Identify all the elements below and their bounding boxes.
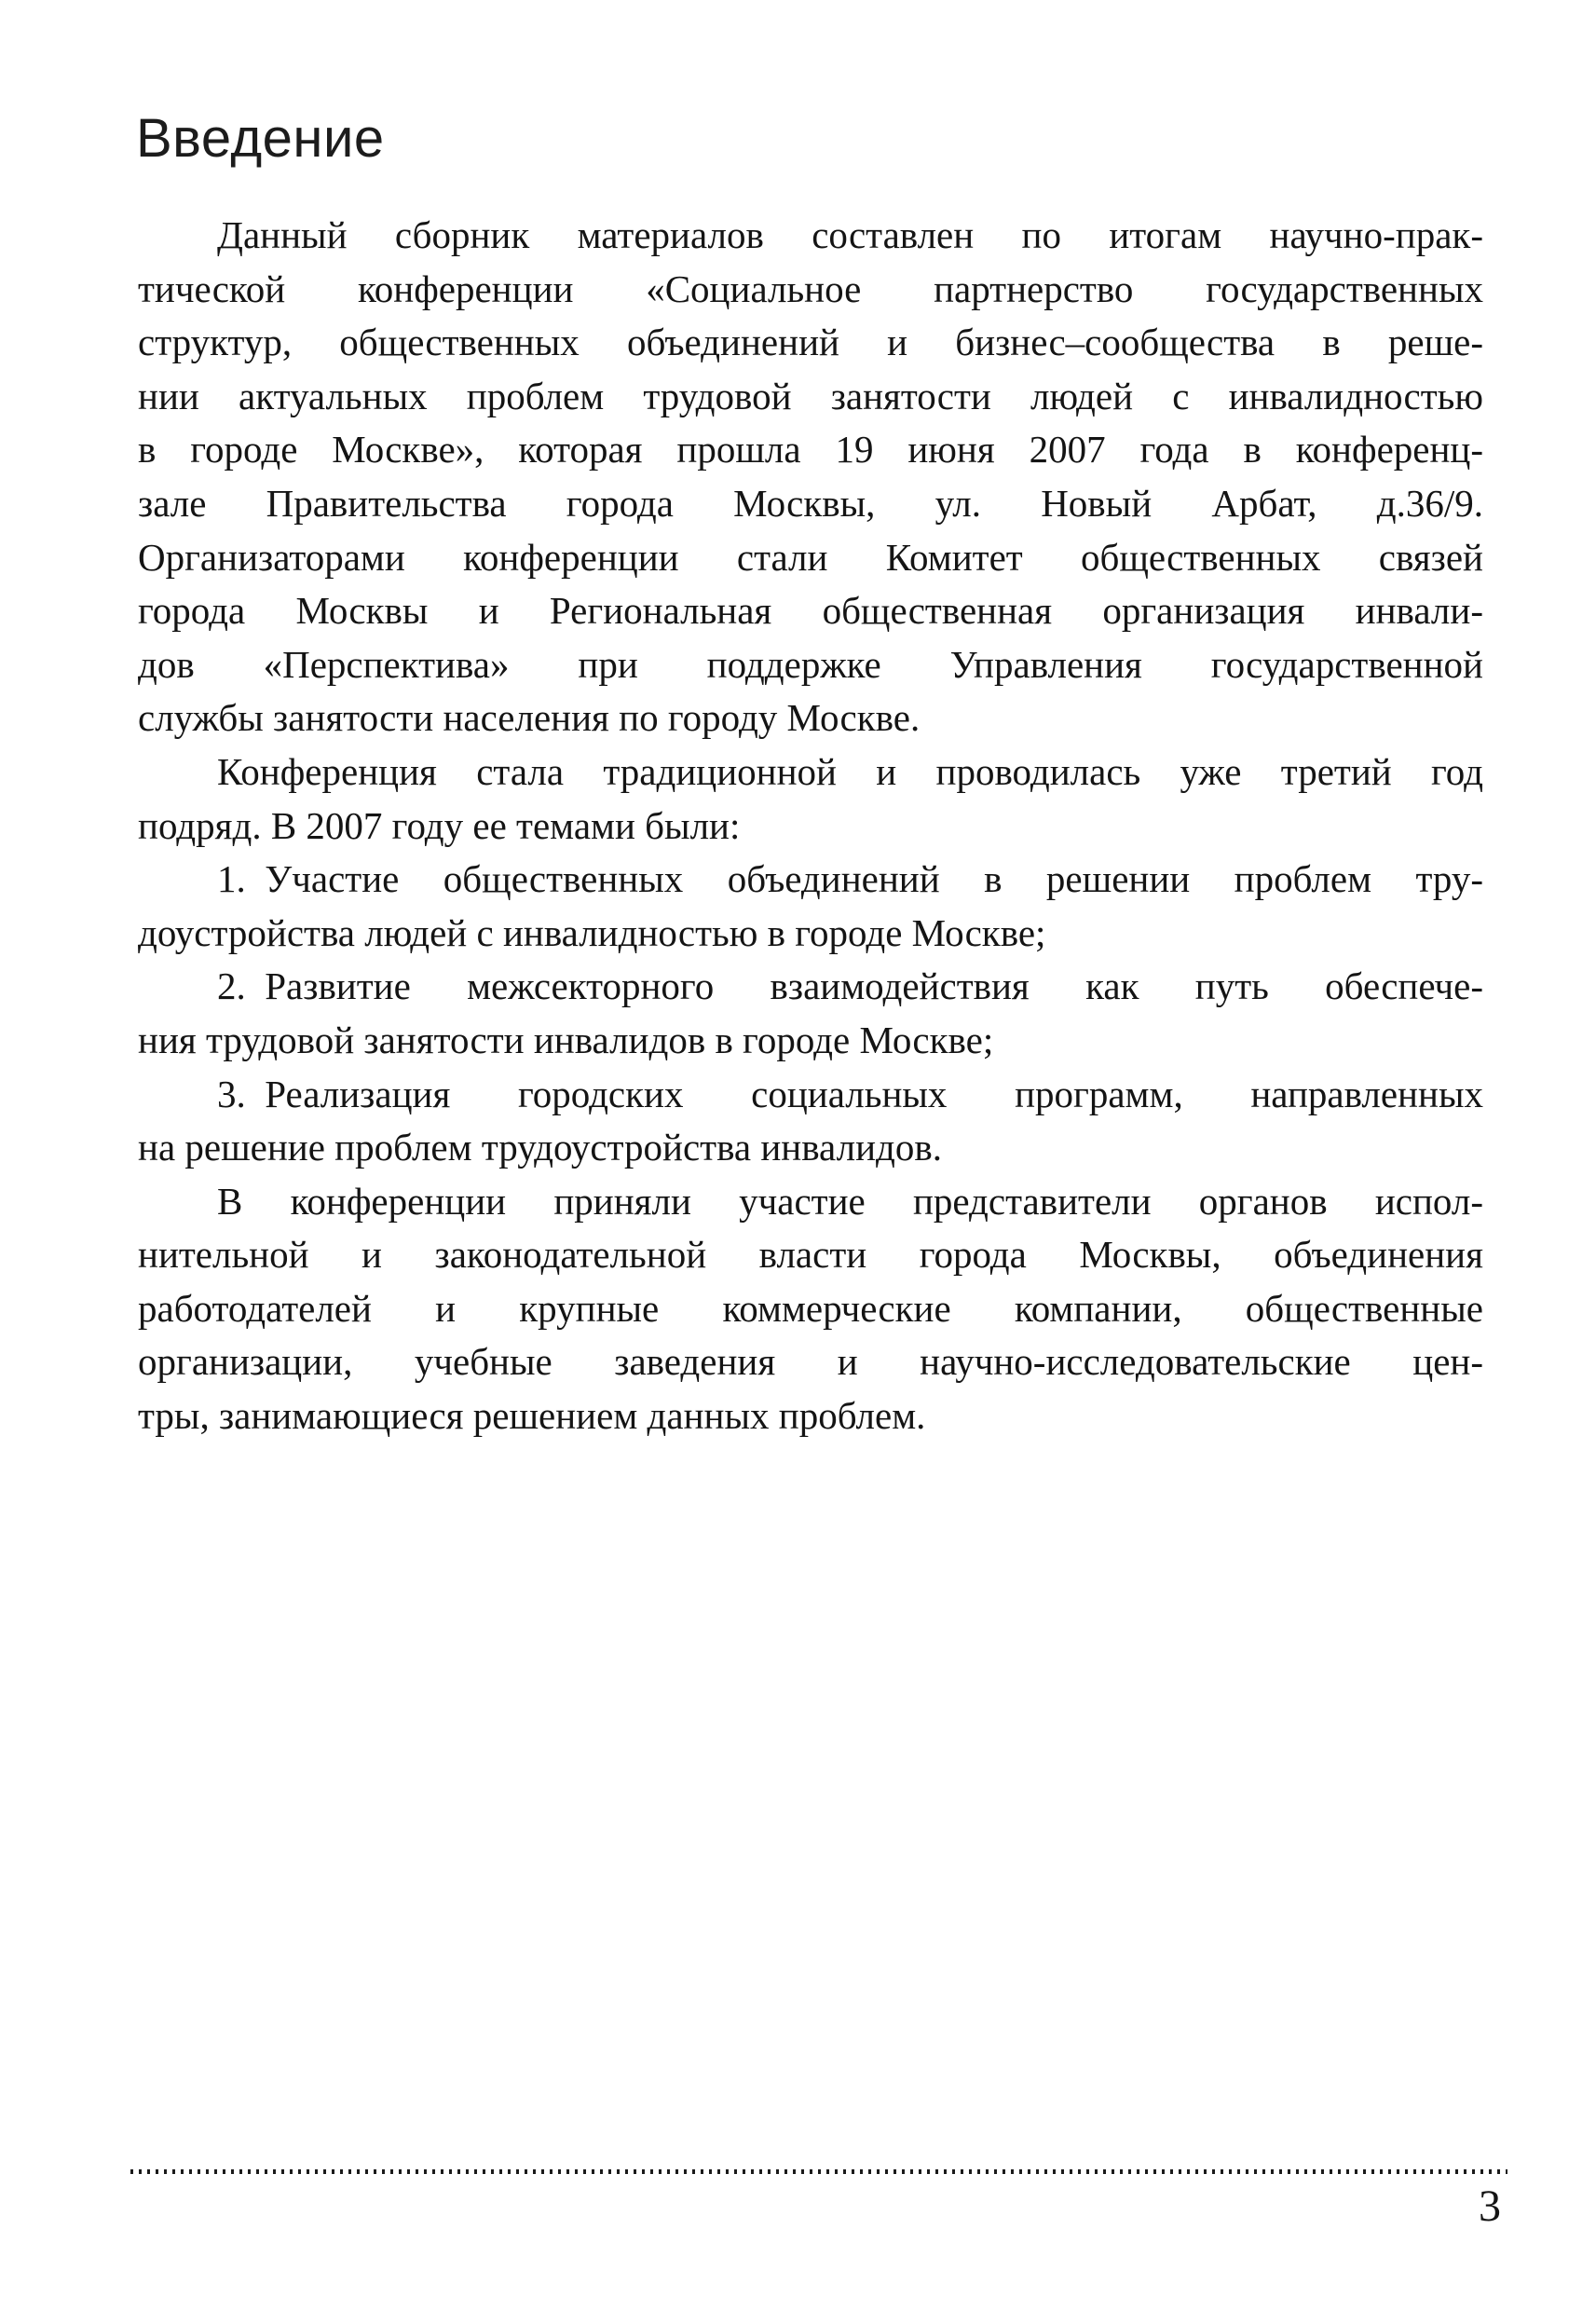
text-line: Конференция стала традиционной и проводилась уже третий год: [217, 749, 1483, 793]
page-number: 3: [1479, 2181, 1501, 2231]
text-line: зале Правительства города Москвы, ул. Новый Арбат, д.36/9.: [138, 481, 1483, 525]
text-line: Организаторами конференции стали Комитет общественных связей: [138, 535, 1483, 579]
text-line: В конференции приняли участие представители органов испол-: [217, 1179, 1483, 1223]
body-text: [138, 209, 1483, 1443]
text-line: тры, занимающиеся решением данных проблем.: [138, 1394, 926, 1438]
text-line: 1. Участие общественных объединений в решении проблем тру-: [217, 857, 1483, 901]
text-line: структур, общественных объединений и бизнес–сообщества в реше-: [138, 321, 1483, 364]
text-line: на решение проблем трудоустройства инвалидов.: [138, 1126, 942, 1169]
text-line: Данный сборник материалов составлен по итогам научно-прак-: [217, 213, 1483, 256]
text-line: доустройства людей с инвалидностью в городе Москве;: [138, 910, 1046, 954]
text-line: службы занятости населения по городу Москве.: [138, 696, 921, 740]
text-line: в городе Москве», которая прошла 19 июня 2007 года в конференц-: [138, 428, 1483, 472]
text-line: 2. Развитие межсекторного взаимодействия как путь обеспече-: [217, 964, 1483, 1008]
text-line: ния трудовой занятости инвалидов в городе Москве;: [138, 1018, 994, 1061]
text-line: работодателей и крупные коммерческие компании, общественные: [138, 1286, 1483, 1330]
text-line: организации, учебные заведения и научно-исследовательские цен-: [138, 1340, 1483, 1384]
page-title: Введение: [136, 108, 385, 169]
text-line: нии актуальных проблем трудовой занятости людей с инвалидностью: [138, 374, 1483, 417]
text-line: тической конференции «Социальное партнерство государственных: [138, 267, 1483, 310]
footer-dotted-rule: [130, 2169, 1507, 2174]
text-line: нительной и законодательной власти города Москвы, объединения: [138, 1233, 1483, 1277]
text-line: подряд. В 2007 году ее темами были:: [138, 803, 741, 847]
text-line: города Москвы и Региональная общественная организация инвали-: [138, 589, 1483, 633]
text-line: дов «Перспектива» при поддержке Управления государственной: [138, 642, 1483, 686]
text-line: 3. Реализация городских социальных программ, направленных: [217, 1072, 1483, 1115]
